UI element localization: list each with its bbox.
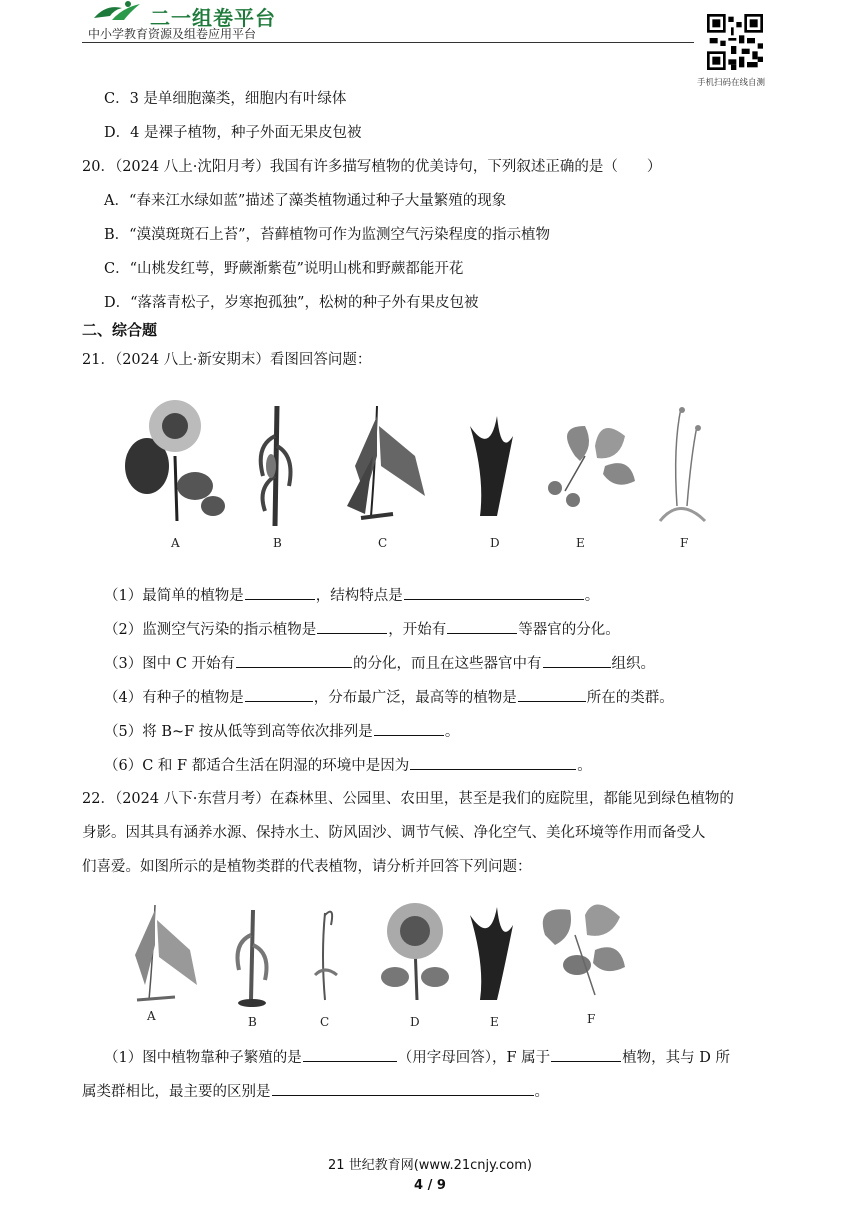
answer-blank[interactable]: [518, 687, 586, 702]
logo-text: 二一组卷平台: [150, 6, 276, 30]
fern-icon: [135, 905, 197, 1000]
corn-icon: [238, 910, 267, 1007]
q22-label-a: A: [147, 1009, 156, 1023]
q20-option-d: D．“落落青松子，岁寒抱孤独”，松树的种子外有果皮包被: [104, 295, 479, 311]
dark-plant-icon: [470, 416, 513, 516]
answer-blank[interactable]: [236, 653, 352, 668]
fern-icon: [347, 406, 425, 518]
moss-icon: [315, 912, 337, 1000]
q20-option-c: C．“山桃发红萼，野蕨渐紫苞”说明山桃和野蕨都能开花: [104, 261, 464, 277]
q21-label-f: F: [680, 536, 689, 550]
q22-sub-1-line-1: （1）图中植物靠种子繁殖的是 （用字母回答），F 属于 植物，其与 D 所: [104, 1047, 730, 1068]
answer-blank[interactable]: [404, 585, 584, 600]
answer-blank[interactable]: [543, 653, 611, 668]
q22-stem-line-2: 身影。因其具有涵养水源、保持水土、防风固沙、调节气候、净化空气、美化环境等作用而备受人: [82, 825, 706, 841]
q20-option-a: A．“春来江水绿如蓝”描述了藻类植物通过种子大量繁殖的现象: [104, 193, 507, 209]
answer-blank[interactable]: [410, 755, 576, 770]
logo-runner-icon: [88, 0, 144, 22]
platform-name: 中小学教育资源及组卷应用平台: [88, 27, 257, 41]
q22-stem-line-1: 22．（2024 八下·东营月考）在森林里、公园里、农田里，甚至是我们的庭院里，都能见到绿色植物的: [82, 791, 734, 807]
q20-option-b: B．“漠漠斑斑石上苔”，苔藓植物可作为监测空气污染程度的指示植物: [104, 227, 550, 243]
ginkgo-icon: [548, 426, 635, 507]
answer-blank[interactable]: [447, 619, 517, 634]
answer-blank[interactable]: [303, 1047, 397, 1062]
footer-site[interactable]: 21 世纪教育网(www.21cnjy.com): [328, 1158, 532, 1173]
q21-sub-6: （6）C 和 F 都适合生活在阴湿的环境中是因为 。: [104, 755, 592, 776]
section-title: 二、综合题: [82, 321, 158, 339]
answer-blank[interactable]: [272, 1081, 534, 1096]
q22-label-b: B: [248, 1015, 257, 1029]
qr-caption: 手机扫码在线自测: [697, 78, 766, 88]
q21-label-c: C: [378, 536, 388, 550]
q22-plant-figure: [125, 895, 645, 1010]
page-number: 4 / 9: [414, 1178, 446, 1193]
q21-plant-figure: [125, 396, 725, 536]
answer-blank[interactable]: [245, 585, 315, 600]
q19-option-d: D．4 是裸子植物，种子外面无果皮包被: [104, 125, 362, 141]
answer-blank[interactable]: [317, 619, 387, 634]
sunflower-icon: [125, 400, 225, 521]
q19-option-c: C．3 是单细胞藻类，细胞内有叶绿体: [104, 91, 347, 107]
dark-plant-icon: [470, 907, 513, 1000]
q22-label-c: C: [320, 1015, 330, 1029]
q22-label-d: D: [410, 1015, 420, 1029]
q21-sub-1: （1）最简单的植物是 ，结构特点是 。: [104, 585, 599, 606]
q21-label-e: E: [576, 536, 585, 550]
q21-stem: 21．（2024 八上·新安期末）看图回答问题：: [82, 352, 372, 368]
header-divider: [82, 42, 694, 43]
q21-sub-4: （4）有种子的植物是 ，分布最广泛，最高等的植物是 所在的类群。: [104, 687, 674, 708]
q21-sub-5: （5）将 B~F 按从低等到高等依次排列是 。: [104, 721, 459, 742]
ginkgo-icon: [543, 904, 625, 995]
qr-code-icon[interactable]: [707, 14, 763, 70]
q21-label-b: B: [273, 536, 282, 550]
q21-sub-2: （2）监测空气污染的指示植物是 ，开始有 等器官的分化。: [104, 619, 620, 640]
corn-icon: [261, 406, 291, 526]
moss-icon: [660, 407, 705, 521]
q21-label-a: A: [171, 536, 180, 550]
q21-sub-3: （3）图中 C 开始有 的分化，而且在这些器官中有 组织。: [104, 653, 655, 674]
answer-blank[interactable]: [245, 687, 313, 702]
q22-sub-1-line-2: 属类群相比，最主要的区别是 。: [82, 1081, 549, 1102]
q20-stem: 20．（2024 八上·沈阳月考）我国有许多描写植物的优美诗句，下列叙述正确的是（ ）: [82, 159, 662, 175]
q22-label-e: E: [490, 1015, 499, 1029]
answer-blank[interactable]: [551, 1047, 621, 1062]
q22-stem-line-3: 们喜爱。如图所示的是植物类群的代表植物，请分析并回答下列问题：: [82, 859, 532, 875]
sunflower-icon: [381, 903, 449, 1000]
q21-label-d: D: [490, 536, 500, 550]
answer-blank[interactable]: [374, 721, 444, 736]
q22-label-f: F: [587, 1012, 596, 1026]
